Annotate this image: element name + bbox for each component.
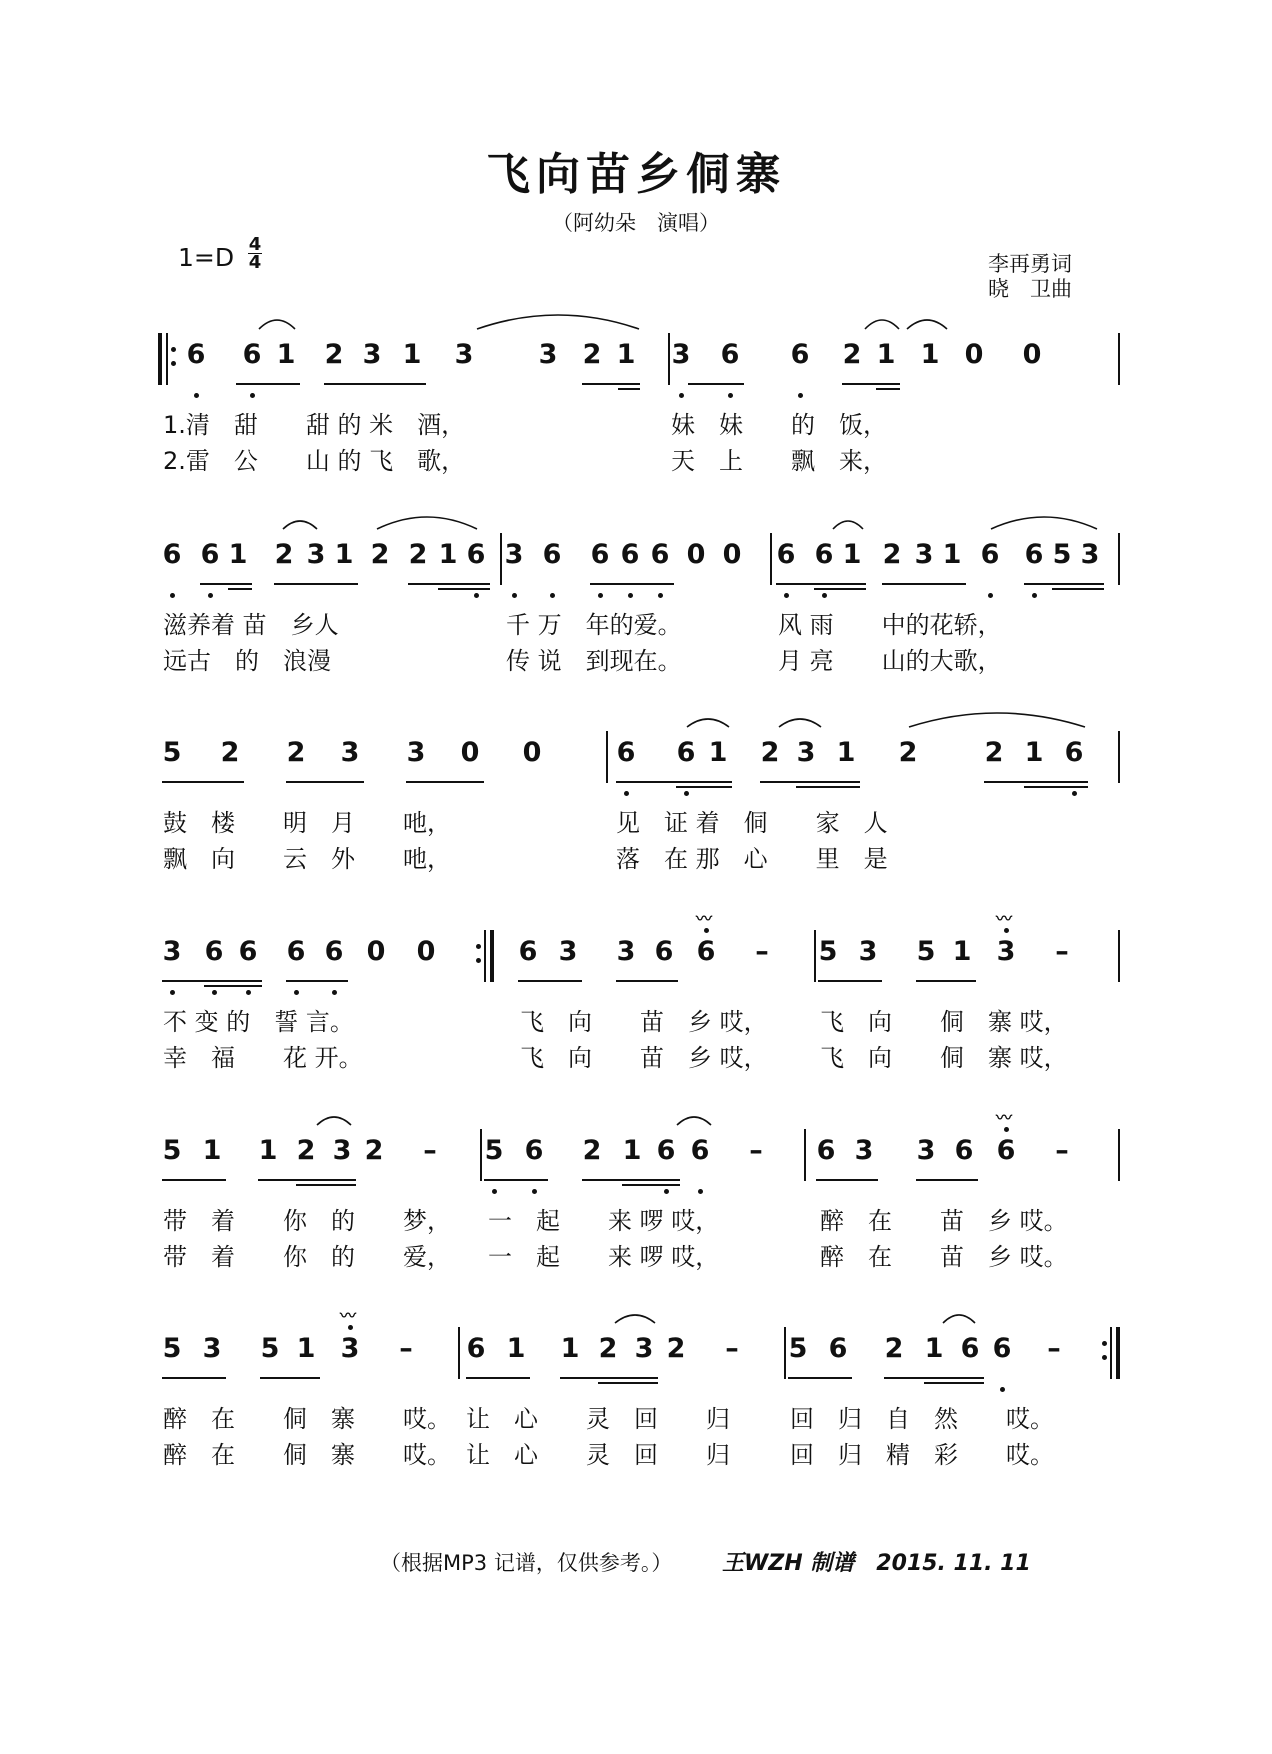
note: 5 [916, 936, 936, 967]
repeat-barline [1110, 1327, 1112, 1379]
note: 6 [186, 339, 206, 370]
low-octave-dot [684, 791, 689, 796]
note: 2 [408, 539, 428, 570]
note: 2 [760, 737, 780, 768]
note: 6 [1024, 539, 1044, 570]
low-octave-dot [798, 393, 803, 398]
note: 1 [842, 539, 862, 570]
time-signature-bottom: 4 [248, 252, 262, 273]
note: 3 [854, 1135, 874, 1166]
low-octave-dot [212, 990, 217, 995]
lyric-line: 飘 向 云 外 吔， [163, 845, 451, 873]
note: 2 [324, 339, 344, 370]
note: – [1055, 1135, 1069, 1166]
note: 3 [796, 737, 816, 768]
low-octave-dot [728, 393, 733, 398]
beam-line [406, 781, 484, 783]
repeat-dot [171, 361, 176, 366]
slur-arc [258, 318, 296, 331]
slur-arc [476, 313, 640, 331]
slur-arc [778, 717, 822, 729]
note: 1 [402, 339, 422, 370]
note: 1 [622, 1135, 642, 1166]
note: 0 [416, 936, 436, 967]
note: 6 [790, 339, 810, 370]
note: 2 [666, 1333, 686, 1364]
note: 5 [818, 936, 838, 967]
beam-line [924, 1382, 984, 1384]
barline [458, 1327, 460, 1379]
beam-line [518, 980, 582, 982]
slur-arc [908, 711, 1086, 729]
lyric-line: 飞 向 侗 寨 哎， [820, 1008, 1068, 1036]
note: 6 [616, 737, 636, 768]
low-octave-dot [658, 593, 663, 598]
note: 5 [260, 1333, 280, 1364]
beam-line [260, 1377, 320, 1379]
lyric-line: 传 说 到现在。 [506, 647, 682, 675]
note: 3 [634, 1333, 654, 1364]
trill-icon: 〰 [340, 1306, 357, 1325]
slur-arc [990, 515, 1098, 531]
note: 0 [722, 539, 742, 570]
beam-line [814, 588, 866, 590]
beam-line [688, 383, 744, 385]
trill-icon: 〰 [996, 909, 1013, 928]
note: 1 [952, 936, 972, 967]
lyric-line: 飞 向 苗 乡 哎， [520, 1044, 768, 1072]
note: 1 [942, 539, 962, 570]
low-octave-dot [1032, 593, 1037, 598]
barline [500, 533, 502, 585]
lyric-line: 妹 妹 的 饭， [671, 411, 887, 439]
lyric-line: 醉 在 苗 乡 哎。 [820, 1243, 1068, 1271]
note: 1 [276, 339, 296, 370]
note: 2 [274, 539, 294, 570]
low-octave-dot [250, 393, 255, 398]
note: 6 [776, 539, 796, 570]
lyric-line: 滋养着 苗 乡人 [163, 611, 339, 639]
note: 2 [370, 539, 390, 570]
note: 1 [924, 1333, 944, 1364]
lyric-line: 让 心 灵 回 归 [466, 1405, 730, 1433]
lyric-line: 见 证 着 侗 家 人 [616, 809, 888, 837]
lyric-line: 飞 向 侗 寨 哎， [820, 1044, 1068, 1072]
barline [1118, 731, 1120, 783]
barline [1118, 1129, 1120, 1181]
low-octave-dot [628, 593, 633, 598]
repeat-barline-thick [158, 333, 162, 385]
note: 0 [522, 737, 542, 768]
note: 6 [656, 1135, 676, 1166]
trill-icon: 〰 [996, 1108, 1013, 1127]
lyric-line: 不 变 的 誓 言。 [163, 1008, 354, 1036]
note: 6 [814, 539, 834, 570]
note: 6 [954, 1135, 974, 1166]
note: 0 [964, 339, 984, 370]
footer-note: （根据MP3 记谱，仅供参考。） [380, 1551, 673, 1575]
beam-line [622, 1184, 680, 1186]
low-octave-dot [784, 593, 789, 598]
note: 6 [466, 1333, 486, 1364]
barline [814, 930, 816, 982]
note: 3 [1080, 539, 1100, 570]
note: 1 [1024, 737, 1044, 768]
beam-line [676, 786, 732, 788]
barline [1118, 333, 1120, 385]
low-octave-dot [664, 1189, 669, 1194]
beam-line [162, 1377, 226, 1379]
note: 6 [238, 936, 258, 967]
note: 6 [162, 539, 182, 570]
note: 6 [590, 539, 610, 570]
note: 1 [920, 339, 940, 370]
performer-subtitle: （阿幼朵 演唱） [552, 211, 720, 235]
note: 2 [286, 737, 306, 768]
low-octave-dot [1000, 1387, 1005, 1392]
note: 3 [362, 339, 382, 370]
beam-line [274, 583, 358, 585]
beam-line [598, 1382, 658, 1384]
note: 6 [996, 1135, 1016, 1166]
note: 6 [324, 936, 344, 967]
note: 1 [438, 539, 458, 570]
lyric-line: 远古 的 浪漫 [163, 647, 331, 675]
key-signature: 1=D [178, 243, 235, 272]
beam-line [816, 1179, 878, 1181]
beam-line [204, 985, 262, 987]
low-octave-dot [194, 393, 199, 398]
lyric-line: 回 归 自 然 哎。 [790, 1405, 1054, 1433]
note: 1 [876, 339, 896, 370]
note: 6 [466, 539, 486, 570]
beam-line [616, 980, 678, 982]
beam-line [582, 1179, 680, 1181]
low-octave-dot [512, 593, 517, 598]
beam-line [884, 1377, 984, 1379]
barline [804, 1129, 806, 1181]
note: 6 [518, 936, 538, 967]
low-octave-dot [294, 990, 299, 995]
beam-line [162, 980, 262, 982]
note: 6 [200, 539, 220, 570]
lyric-line: 一 起 来 啰 哎， [488, 1243, 720, 1271]
beam-line [1024, 583, 1104, 585]
time-signature [248, 236, 262, 271]
beam-line [1024, 786, 1088, 788]
low-octave-dot [598, 593, 603, 598]
note: 3 [858, 936, 878, 967]
lyric-line: 飞 向 苗 乡 哎， [520, 1008, 768, 1036]
lyric-line: 醉 在 侗 寨 哎。 [163, 1441, 451, 1469]
note: 1 [836, 737, 856, 768]
note: 3 [916, 1135, 936, 1166]
beam-line [466, 1377, 530, 1379]
low-octave-dot [988, 593, 993, 598]
beam-line [438, 588, 490, 590]
note: 3 [996, 936, 1016, 967]
note: 0 [686, 539, 706, 570]
note: 1 [334, 539, 354, 570]
lyric-line: 落 在 那 心 里 是 [616, 845, 888, 873]
beam-line [236, 383, 300, 385]
beam-line [984, 781, 1088, 783]
repeat-dot [476, 958, 481, 963]
low-octave-dot [698, 1189, 703, 1194]
low-octave-dot [1072, 791, 1077, 796]
note: 6 [960, 1333, 980, 1364]
beam-line [286, 781, 364, 783]
beam-line [296, 1184, 356, 1186]
repeat-dot [476, 944, 481, 949]
lyric-line: 让 心 灵 回 归 [466, 1441, 730, 1469]
repeat-dot [1102, 1355, 1107, 1360]
note: 6 [542, 539, 562, 570]
note: 6 [696, 936, 716, 967]
note: 0 [366, 936, 386, 967]
lyric-line: 月 亮 山的大歌， [778, 647, 1002, 675]
lyric-line: 醉 在 苗 乡 哎。 [820, 1207, 1068, 1235]
note: 3 [914, 539, 934, 570]
composer-credit: 晓 卫曲 [988, 277, 1072, 301]
beam-line [796, 786, 860, 788]
note: 5 [484, 1135, 504, 1166]
note: 6 [992, 1333, 1012, 1364]
note: 1 [708, 737, 728, 768]
lyric-line: 醉 在 侗 寨 哎。 [163, 1405, 451, 1433]
note: – [1055, 936, 1069, 967]
beam-line [162, 781, 244, 783]
note: 2 [582, 1135, 602, 1166]
beam-line [876, 388, 900, 390]
beam-line [408, 583, 490, 585]
footer-signature: 王WZH 制谱 2015. 11. 11 [722, 1551, 1031, 1576]
note: 2 [898, 737, 918, 768]
repeat-barline [484, 930, 486, 982]
beam-line [162, 1179, 226, 1181]
repeat-barline-thick [490, 930, 494, 982]
note: 6 [650, 539, 670, 570]
lyric-line: 千 万 年的爱。 [506, 611, 682, 639]
trill-icon: 〰 [696, 909, 713, 928]
beam-line [324, 383, 426, 385]
note: 5 [162, 737, 182, 768]
note: 5 [1052, 539, 1072, 570]
beam-line [818, 980, 882, 982]
note: 6 [286, 936, 306, 967]
beam-line [200, 583, 252, 585]
note: 3 [558, 936, 578, 967]
note: – [399, 1333, 413, 1364]
note: 3 [504, 539, 524, 570]
note: 5 [788, 1333, 808, 1364]
note: 3 [306, 539, 326, 570]
barline [1118, 533, 1120, 585]
note: – [755, 936, 769, 967]
note: 2 [220, 737, 240, 768]
note: 3 [406, 737, 426, 768]
low-octave-dot [550, 593, 555, 598]
slur-arc [686, 717, 730, 729]
beam-line [916, 1179, 978, 1181]
note: 3 [671, 339, 691, 370]
note: 3 [616, 936, 636, 967]
slur-arc [282, 519, 318, 531]
note: 6 [816, 1135, 836, 1166]
note: – [725, 1333, 739, 1364]
barline [480, 1129, 482, 1181]
note: 2 [882, 539, 902, 570]
barline [166, 333, 168, 385]
note: 1 [616, 339, 636, 370]
lyric-line: 2.雷 公 山 的 飞 歌， [163, 447, 466, 475]
note: 1 [506, 1333, 526, 1364]
slur-arc [832, 519, 864, 531]
note: 1 [258, 1135, 278, 1166]
beam-line [676, 781, 732, 783]
note: 5 [162, 1333, 182, 1364]
beam-line [916, 980, 976, 982]
note: 2 [984, 737, 1004, 768]
beam-line [776, 583, 866, 585]
note: 3 [340, 1333, 360, 1364]
low-octave-dot [170, 593, 175, 598]
note: 0 [1022, 339, 1042, 370]
beam-line [788, 1377, 852, 1379]
beam-line [1052, 588, 1104, 590]
beam-line [760, 781, 860, 783]
lyric-line: 鼓 楼 明 月 吔， [163, 809, 451, 837]
repeat-dot [171, 347, 176, 352]
slur-arc [376, 515, 478, 531]
lyricist-credit: 李再勇词 [988, 252, 1072, 276]
low-octave-dot [170, 990, 175, 995]
note: 6 [1064, 737, 1084, 768]
slur-arc [942, 1313, 976, 1325]
low-octave-dot [679, 393, 684, 398]
note: 2 [582, 339, 602, 370]
beam-line [882, 583, 966, 585]
low-octave-dot [208, 593, 213, 598]
beam-line [582, 383, 640, 385]
page-title: 飞向苗乡侗寨 [486, 149, 786, 200]
barline [770, 533, 772, 585]
low-octave-dot [532, 1189, 537, 1194]
beam-line [258, 1179, 356, 1181]
low-octave-dot [624, 791, 629, 796]
beam-line [228, 588, 252, 590]
barline [784, 1327, 786, 1379]
low-octave-dot [332, 990, 337, 995]
lyric-line: 一 起 来 啰 哎， [488, 1207, 720, 1235]
lyric-line: 风 雨 中的花轿， [778, 611, 1002, 639]
low-octave-dot [492, 1189, 497, 1194]
slur-arc [316, 1115, 352, 1127]
note: 6 [720, 339, 740, 370]
slur-arc [864, 318, 900, 331]
repeat-barline-thick [1116, 1327, 1120, 1379]
low-octave-dot [246, 990, 251, 995]
note: 2 [842, 339, 862, 370]
note: 6 [828, 1333, 848, 1364]
note: – [1047, 1333, 1061, 1364]
lyric-line: 1.清 甜 甜 的 米 酒， [163, 411, 466, 439]
lyric-line: 幸 福 花 开。 [163, 1044, 363, 1072]
barline [668, 333, 670, 385]
beam-line [560, 1377, 658, 1379]
note: 2 [884, 1333, 904, 1364]
note: 6 [524, 1135, 544, 1166]
low-octave-dot [474, 593, 479, 598]
note: 5 [162, 1135, 182, 1166]
note: 1 [296, 1333, 316, 1364]
lyric-line: 回 归 精 彩 哎。 [790, 1441, 1054, 1469]
note: – [423, 1135, 437, 1166]
lyric-line: 带 着 你 的 爱， [163, 1243, 451, 1271]
note: 3 [162, 936, 182, 967]
note: 1 [560, 1333, 580, 1364]
low-octave-dot [822, 593, 827, 598]
lyric-line: 天 上 飘 来， [671, 447, 887, 475]
beam-line [618, 388, 640, 390]
note: 3 [332, 1135, 352, 1166]
time-signature-top: 4 [248, 234, 262, 255]
note: 6 [204, 936, 224, 967]
note: 6 [242, 339, 262, 370]
beam-line [484, 1179, 548, 1181]
barline [1118, 930, 1120, 982]
note: 1 [202, 1135, 222, 1166]
repeat-dot [1102, 1341, 1107, 1346]
note: 0 [460, 737, 480, 768]
slur-arc [614, 1313, 656, 1325]
beam-line [842, 383, 900, 385]
note: 6 [676, 737, 696, 768]
note: 6 [620, 539, 640, 570]
note: 3 [538, 339, 558, 370]
note: 3 [340, 737, 360, 768]
note: 6 [654, 936, 674, 967]
note: 6 [690, 1135, 710, 1166]
slur-arc [676, 1115, 712, 1127]
beam-line [590, 583, 674, 585]
beam-line [286, 980, 348, 982]
note: 3 [454, 339, 474, 370]
note: 2 [296, 1135, 316, 1166]
note: 6 [980, 539, 1000, 570]
lyric-line: 带 着 你 的 梦， [163, 1207, 451, 1235]
note: 3 [202, 1333, 222, 1364]
barline [606, 731, 608, 783]
note: 2 [364, 1135, 384, 1166]
note: 1 [228, 539, 248, 570]
slur-arc [906, 318, 948, 331]
note: 2 [598, 1333, 618, 1364]
note: – [749, 1135, 763, 1166]
